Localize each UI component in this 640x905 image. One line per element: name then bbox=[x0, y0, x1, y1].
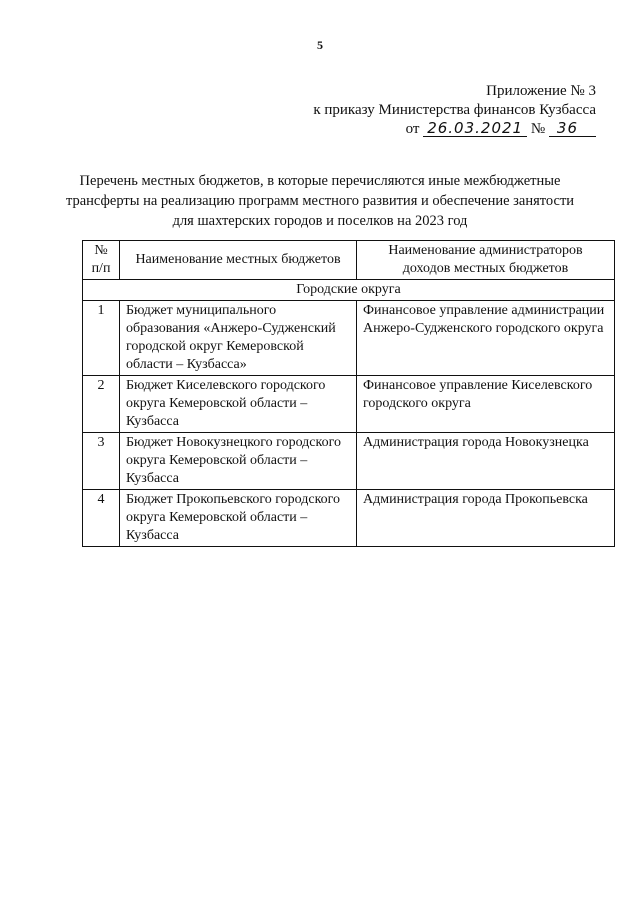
administrator-name: Финансовое управление администрации Анжеро-Судженского городского округа bbox=[357, 301, 615, 376]
table-row bbox=[83, 376, 615, 433]
row-number: 3 bbox=[83, 433, 120, 490]
order-number-label: № bbox=[530, 121, 546, 137]
header-budget-name: Наименование местных бюджетов bbox=[120, 241, 357, 280]
table-row bbox=[83, 433, 615, 490]
row-number: 2 bbox=[83, 376, 120, 433]
row-number: 1 bbox=[83, 301, 120, 376]
header-administrator: Наименование администраторов доходов местных бюджетов bbox=[357, 241, 615, 280]
administrator-name: Администрация города Новокузнецка bbox=[357, 433, 615, 490]
document-title: Перечень местных бюджетов, в которые перечисляются иные межбюджетные трансферты на реализацию программ местного развития и обеспечение занятости для шахтерских городов и поселков на 2023 год bbox=[65, 173, 575, 229]
administrator-name: Администрация города Прокопьевска bbox=[357, 490, 615, 547]
page-number: 5 bbox=[317, 38, 323, 52]
budget-name: Бюджет Прокопьевского городского округа Кемеровской области – Кузбасса bbox=[120, 490, 357, 547]
budget-name: Бюджет муниципального образования «Анжеро-Судженский городской округ Кемеровской области – Кузбасса» bbox=[120, 301, 357, 376]
appendix-title: Приложение № 3 bbox=[486, 83, 596, 99]
order-number: 36 bbox=[549, 121, 596, 137]
section-row bbox=[83, 280, 615, 301]
budgets-table bbox=[82, 240, 615, 547]
appendix-block bbox=[313, 82, 596, 139]
section-label: Городские округа bbox=[83, 280, 615, 301]
administrator-name: Финансовое управление Киселевского городского округа bbox=[357, 376, 615, 433]
order-prefix: от bbox=[405, 121, 420, 137]
table-row bbox=[83, 490, 615, 547]
budget-name: Бюджет Новокузнецкого городского округа Кемеровской области – Кузбасса bbox=[120, 433, 357, 490]
table-header-row bbox=[83, 241, 615, 280]
row-number: 4 bbox=[83, 490, 120, 547]
order-date: 26.03.2021 bbox=[423, 121, 527, 137]
budget-name: Бюджет Киселевского городского округа Кемеровской области – Кузбасса bbox=[120, 376, 357, 433]
appendix-order-ref: к приказу Министерства финансов Кузбасса bbox=[313, 102, 596, 118]
header-number: № п/п bbox=[83, 241, 120, 280]
table-row bbox=[83, 301, 615, 376]
order-date-line bbox=[313, 120, 596, 139]
